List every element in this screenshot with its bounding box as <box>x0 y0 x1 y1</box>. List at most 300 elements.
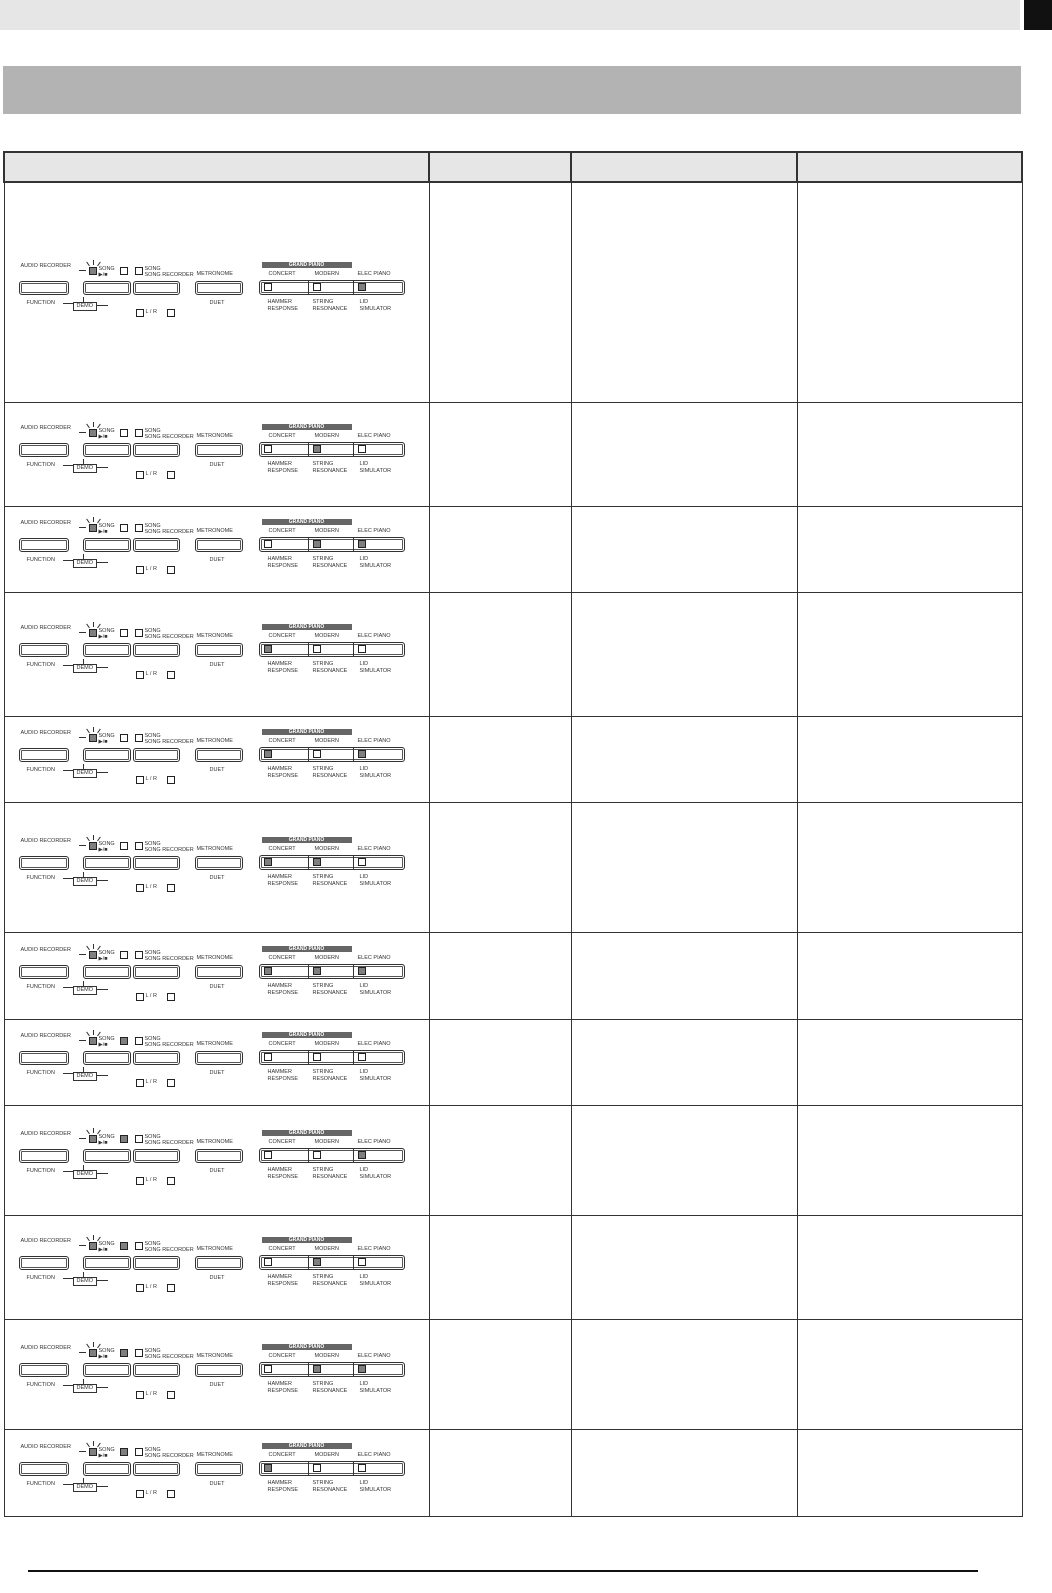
panel-cell <box>4 1105 429 1215</box>
control-panel-diagram <box>19 945 409 1007</box>
play-led <box>89 1349 97 1357</box>
concert-led[interactable] <box>264 1464 272 1472</box>
play-stop-button[interactable] <box>83 1363 131 1377</box>
table-cell-4 <box>797 1105 1022 1215</box>
left-led <box>136 1490 144 1498</box>
blink-ray-icon <box>93 727 94 732</box>
modern-label: MODERN <box>314 528 339 534</box>
l-r-label: L / R <box>145 992 157 999</box>
footer-rule <box>28 1570 978 1572</box>
metronome-button[interactable] <box>195 1149 243 1163</box>
concert-label: CONCERT <box>268 1139 296 1145</box>
lid-simulator-label: LID SIMULATOR <box>359 874 392 887</box>
hammer-response-label: HAMMER RESPONSE <box>267 1274 299 1287</box>
duet-label: DUET <box>209 662 225 668</box>
table-cell-4 <box>797 506 1022 592</box>
song-recorder-button[interactable] <box>133 748 180 762</box>
elec-piano-label: ELEC PIANO <box>357 1353 391 1359</box>
blink-ray-icon <box>86 624 90 629</box>
play-led <box>89 842 97 850</box>
audio-recorder-button[interactable] <box>19 856 69 870</box>
song-recorder-button[interactable] <box>133 281 180 295</box>
grand-piano-banner: GRAND PIANO <box>262 729 352 735</box>
grand-piano-banner: GRAND PIANO <box>262 946 352 952</box>
tone-button-frame <box>259 642 405 657</box>
function-label: FUNCTION <box>26 300 55 307</box>
l-r-label: L / R <box>145 1079 157 1085</box>
left-led <box>136 309 144 317</box>
play-stop-label: ▶/■ <box>98 1247 108 1253</box>
string-resonance-label: STRING RESONANCE <box>312 874 348 887</box>
tone-button-frame <box>259 442 405 457</box>
right-led <box>167 1177 175 1185</box>
table-cell-3 <box>571 1429 797 1516</box>
panel-cell <box>4 1215 429 1319</box>
play-stop-button[interactable] <box>83 643 131 657</box>
grand-piano-banner: GRAND PIANO <box>262 519 352 525</box>
audio-recorder-label: AUDIO RECORDER <box>20 520 71 526</box>
left-led <box>136 566 144 574</box>
table-cell-3 <box>571 592 797 716</box>
table-cell-2 <box>429 402 571 506</box>
table-cell-4 <box>797 592 1022 716</box>
modern-led[interactable] <box>313 645 321 653</box>
table-row <box>4 1105 1022 1215</box>
metronome-button[interactable] <box>195 965 243 979</box>
metronome-button[interactable] <box>195 643 243 657</box>
song-recorder-led <box>135 429 143 437</box>
concert-led[interactable] <box>264 1365 272 1373</box>
modern-led[interactable] <box>313 1053 321 1061</box>
tone-button-frame <box>259 1461 405 1476</box>
table-row <box>4 1429 1022 1516</box>
elec-piano-led[interactable] <box>358 750 366 758</box>
l-r-label: L / R <box>145 1177 157 1183</box>
modern-led[interactable] <box>313 540 321 548</box>
table-cell-2 <box>429 716 571 802</box>
right-led <box>167 1284 175 1292</box>
tone-button-frame <box>259 1050 405 1065</box>
table-cell-4 <box>797 1019 1022 1105</box>
modern-label: MODERN <box>314 738 339 744</box>
play-stop-button[interactable] <box>83 856 131 870</box>
blink-ray-icon <box>86 729 90 734</box>
table-row <box>4 716 1022 802</box>
modern-led[interactable] <box>313 283 321 291</box>
song-label: SONG <box>144 523 161 529</box>
grand-piano-banner: GRAND PIANO <box>262 1130 352 1136</box>
elec-piano-led[interactable] <box>358 1053 366 1061</box>
play-stop-label: ▶/■ <box>98 634 108 640</box>
right-led <box>167 1391 175 1399</box>
concert-label: CONCERT <box>268 954 296 961</box>
elec-piano-led[interactable] <box>358 1151 366 1159</box>
grand-piano-banner: GRAND PIANO <box>262 1443 352 1449</box>
metronome-label: METRONOME <box>196 846 233 852</box>
metronome-label: METRONOME <box>196 433 233 439</box>
tone-divider <box>308 1051 309 1064</box>
audio-recorder-button[interactable] <box>19 281 69 295</box>
duet-label: DUET <box>209 767 225 773</box>
song-led <box>120 1135 128 1143</box>
table-body <box>4 182 1022 1516</box>
song-play-label-top: SONG <box>98 841 115 847</box>
concert-label: CONCERT <box>268 528 296 534</box>
modern-led[interactable] <box>313 750 321 758</box>
song-play-label-top: SONG <box>98 628 115 634</box>
song-recorder-button[interactable] <box>133 538 180 552</box>
tone-button-frame <box>259 1255 405 1270</box>
elec-piano-label: ELEC PIANO <box>357 271 391 278</box>
modern-led[interactable] <box>313 1365 321 1373</box>
modern-label: MODERN <box>314 633 339 639</box>
audio-recorder-button[interactable] <box>19 1462 69 1476</box>
song-play-label-top: SONG <box>98 1241 115 1247</box>
elec-piano-led[interactable] <box>358 858 366 866</box>
song-recorder-button[interactable] <box>133 1149 180 1163</box>
song-recorder-button[interactable] <box>133 856 180 870</box>
concert-led[interactable] <box>264 445 272 453</box>
table-cell-2 <box>429 932 571 1019</box>
play-stop-button[interactable] <box>83 965 131 979</box>
elec-piano-led[interactable] <box>358 283 366 291</box>
tone-divider <box>308 965 309 978</box>
metronome-button[interactable] <box>195 538 243 552</box>
elec-piano-label: ELEC PIANO <box>357 528 391 534</box>
concert-led[interactable] <box>264 283 272 291</box>
blink-ray-icon <box>79 432 86 433</box>
right-led <box>167 671 175 679</box>
blink-ray-icon <box>93 944 94 949</box>
elec-piano-label: ELEC PIANO <box>357 1246 391 1252</box>
blink-ray-icon <box>79 845 86 846</box>
play-led <box>89 524 97 532</box>
string-resonance-label: STRING RESONANCE <box>312 766 348 779</box>
concert-label: CONCERT <box>268 633 296 639</box>
header-cell-2 <box>429 152 571 182</box>
tone-divider <box>308 1363 309 1376</box>
song-recorder-button[interactable] <box>133 965 180 979</box>
elec-piano-led[interactable] <box>358 967 366 975</box>
duet-label: DUET <box>209 1168 225 1174</box>
song-play-label-top: SONG <box>98 1134 115 1140</box>
elec-piano-label: ELEC PIANO <box>357 846 391 852</box>
audio-recorder-label: AUDIO RECORDER <box>20 625 71 631</box>
metronome-label: METRONOME <box>196 1246 233 1252</box>
metronome-label: METRONOME <box>196 1451 233 1458</box>
demo-label: DEMO <box>73 664 98 673</box>
play-stop-button[interactable] <box>83 1256 131 1270</box>
elec-piano-led[interactable] <box>358 1464 366 1472</box>
l-r-label: L / R <box>145 1489 157 1496</box>
song-label: SONG <box>144 1036 161 1042</box>
duet-label: DUET <box>209 1480 225 1487</box>
concert-label: CONCERT <box>268 1353 296 1359</box>
song-recorder-label: SONG RECORDER <box>144 1247 194 1253</box>
elec-piano-led[interactable] <box>358 445 366 453</box>
audio-recorder-label: AUDIO RECORDER <box>20 946 71 953</box>
table-cell-2 <box>429 802 571 932</box>
audio-recorder-button[interactable] <box>19 538 69 552</box>
blink-ray-icon <box>79 527 86 528</box>
modern-led[interactable] <box>313 445 321 453</box>
play-stop-button[interactable] <box>83 1051 131 1065</box>
modern-label: MODERN <box>314 271 339 278</box>
elec-piano-led[interactable] <box>358 1365 366 1373</box>
song-recorder-label: SONG RECORDER <box>144 634 194 640</box>
song-led <box>120 267 128 275</box>
function-label: FUNCTION <box>26 767 55 773</box>
play-stop-button[interactable] <box>83 748 131 762</box>
song-recorder-button[interactable] <box>133 643 180 657</box>
tone-divider <box>353 1462 354 1475</box>
song-play-label-top: SONG <box>98 428 115 434</box>
table-row <box>4 506 1022 592</box>
song-label: SONG <box>144 1446 161 1453</box>
song-recorder-button[interactable] <box>133 1051 180 1065</box>
string-resonance-label: STRING RESONANCE <box>312 982 348 996</box>
metronome-button[interactable] <box>195 856 243 870</box>
left-led <box>136 993 144 1001</box>
audio-recorder-label: AUDIO RECORDER <box>20 730 71 736</box>
song-recorder-led <box>135 267 143 275</box>
song-recorder-led <box>135 1135 143 1143</box>
string-resonance-label: STRING RESONANCE <box>312 299 348 313</box>
string-resonance-label: STRING RESONANCE <box>312 556 348 569</box>
button-led-table <box>3 151 1023 1517</box>
right-led <box>167 884 175 892</box>
lid-simulator-label: LID SIMULATOR <box>359 1381 392 1394</box>
table-cell-2 <box>429 1105 571 1215</box>
function-label: FUNCTION <box>26 1070 55 1076</box>
audio-recorder-button[interactable] <box>19 748 69 762</box>
table-cell-4 <box>797 1319 1022 1429</box>
audio-recorder-button[interactable] <box>19 643 69 657</box>
concert-led[interactable] <box>264 1053 272 1061</box>
table-cell-3 <box>571 506 797 592</box>
metronome-button[interactable] <box>195 1256 243 1270</box>
control-panel-diagram <box>19 1442 409 1504</box>
song-recorder-led <box>135 1349 143 1357</box>
duet-label: DUET <box>209 875 225 881</box>
metronome-button[interactable] <box>195 1363 243 1377</box>
concert-led[interactable] <box>264 750 272 758</box>
song-play-label-top: SONG <box>98 266 115 273</box>
concert-led[interactable] <box>264 1151 272 1159</box>
play-stop-button[interactable] <box>83 281 131 295</box>
play-stop-button[interactable] <box>83 1149 131 1163</box>
modern-label: MODERN <box>314 954 339 961</box>
song-label: SONG <box>144 266 161 273</box>
tone-divider <box>353 1149 354 1162</box>
song-label: SONG <box>144 1241 161 1247</box>
table-cell-4 <box>797 802 1022 932</box>
song-label: SONG <box>144 428 161 434</box>
hammer-response-label: HAMMER RESPONSE <box>267 874 299 887</box>
concert-led[interactable] <box>264 1258 272 1266</box>
blink-ray-icon <box>93 622 94 627</box>
table-cell-3 <box>571 402 797 506</box>
right-led <box>167 471 175 479</box>
hammer-response-label: HAMMER RESPONSE <box>267 982 299 996</box>
tone-divider <box>353 856 354 869</box>
song-recorder-label: SONG RECORDER <box>144 1140 194 1146</box>
song-recorder-led <box>135 734 143 742</box>
table-row <box>4 802 1022 932</box>
concert-label: CONCERT <box>268 1246 296 1252</box>
play-stop-label: ▶/■ <box>98 1042 108 1048</box>
control-panel-diagram <box>19 1236 409 1298</box>
concert-led[interactable] <box>264 645 272 653</box>
hammer-response-label: HAMMER RESPONSE <box>267 556 299 569</box>
blink-ray-icon <box>79 954 86 955</box>
blink-ray-icon <box>86 262 90 267</box>
audio-recorder-button[interactable] <box>19 443 69 457</box>
modern-label: MODERN <box>314 1139 339 1145</box>
modern-label: MODERN <box>314 1353 339 1359</box>
table-cell-3 <box>571 802 797 932</box>
elec-piano-led[interactable] <box>358 1258 366 1266</box>
concert-led[interactable] <box>264 967 272 975</box>
right-led <box>167 993 175 1001</box>
play-led <box>89 267 97 275</box>
function-label: FUNCTION <box>26 983 55 990</box>
metronome-button[interactable] <box>195 1051 243 1065</box>
duet-label: DUET <box>209 983 225 990</box>
audio-recorder-button[interactable] <box>19 1256 69 1270</box>
demo-label: DEMO <box>73 986 98 995</box>
play-stop-button[interactable] <box>83 538 131 552</box>
audio-recorder-label: AUDIO RECORDER <box>20 1443 71 1450</box>
control-panel-diagram <box>19 261 409 323</box>
play-stop-button[interactable] <box>83 1462 131 1476</box>
concert-label: CONCERT <box>268 433 296 439</box>
left-led <box>136 671 144 679</box>
panel-cell <box>4 1019 429 1105</box>
duet-label: DUET <box>209 1382 225 1388</box>
metronome-label: METRONOME <box>196 271 233 278</box>
audio-recorder-label: AUDIO RECORDER <box>20 1345 71 1351</box>
metronome-button[interactable] <box>195 281 243 295</box>
blink-ray-icon <box>93 1342 94 1347</box>
string-resonance-label: STRING RESONANCE <box>312 661 348 674</box>
metronome-button[interactable] <box>195 748 243 762</box>
table-cell-3 <box>571 716 797 802</box>
section-title-bar <box>3 66 1021 114</box>
modern-led[interactable] <box>313 1151 321 1159</box>
tone-divider <box>308 538 309 551</box>
song-recorder-led <box>135 842 143 850</box>
function-label: FUNCTION <box>26 557 55 563</box>
blink-ray-icon <box>86 945 90 950</box>
concert-label: CONCERT <box>268 1451 296 1458</box>
modern-led[interactable] <box>313 1258 321 1266</box>
play-stop-label: ▶/■ <box>98 529 108 535</box>
table-row <box>4 182 1022 402</box>
song-led <box>120 951 128 959</box>
concert-led[interactable] <box>264 540 272 548</box>
tone-button-frame <box>259 1148 405 1163</box>
song-recorder-led <box>135 1448 143 1456</box>
table-row <box>4 932 1022 1019</box>
song-play-label-top: SONG <box>98 1348 115 1354</box>
table-cell-2 <box>429 1429 571 1516</box>
elec-piano-led[interactable] <box>358 645 366 653</box>
audio-recorder-button[interactable] <box>19 1051 69 1065</box>
header-cell-4 <box>797 152 1022 182</box>
table-cell-2 <box>429 506 571 592</box>
table-cell-2 <box>429 1019 571 1105</box>
tone-divider <box>308 443 309 456</box>
tone-button-frame <box>259 280 405 295</box>
tone-divider <box>353 443 354 456</box>
tone-divider <box>353 1363 354 1376</box>
modern-led[interactable] <box>313 858 321 866</box>
grand-piano-banner: GRAND PIANO <box>262 624 352 630</box>
play-stop-label: ▶/■ <box>98 1354 108 1360</box>
tone-button-frame <box>259 964 405 979</box>
blink-ray-icon <box>93 422 94 427</box>
blink-ray-icon <box>93 835 94 840</box>
song-recorder-button[interactable] <box>133 1256 180 1270</box>
hammer-response-label: HAMMER RESPONSE <box>267 1479 299 1493</box>
metronome-label: METRONOME <box>196 954 233 961</box>
audio-recorder-button[interactable] <box>19 1149 69 1163</box>
play-stop-button[interactable] <box>83 443 131 457</box>
metronome-button[interactable] <box>195 1462 243 1476</box>
hammer-response-label: HAMMER RESPONSE <box>267 1167 299 1180</box>
song-recorder-button[interactable] <box>133 443 180 457</box>
table-cell-2 <box>429 182 571 402</box>
play-led <box>89 629 97 637</box>
song-recorder-label: SONG RECORDER <box>144 1452 194 1459</box>
modern-led[interactable] <box>313 967 321 975</box>
control-panel-diagram <box>19 1031 409 1093</box>
metronome-button[interactable] <box>195 443 243 457</box>
left-led <box>136 1177 144 1185</box>
table-cell-2 <box>429 592 571 716</box>
metronome-label: METRONOME <box>196 1041 233 1047</box>
play-stop-label: ▶/■ <box>98 272 108 279</box>
audio-recorder-button[interactable] <box>19 1363 69 1377</box>
panel-cell <box>4 1429 429 1516</box>
song-recorder-button[interactable] <box>133 1462 180 1476</box>
demo-label: DEMO <box>73 1483 98 1492</box>
blink-ray-icon <box>79 632 86 633</box>
play-stop-label: ▶/■ <box>98 847 108 853</box>
tone-divider <box>308 748 309 761</box>
concert-led[interactable] <box>264 858 272 866</box>
song-recorder-button[interactable] <box>133 1363 180 1377</box>
concert-label: CONCERT <box>268 738 296 744</box>
play-led <box>89 1037 97 1045</box>
function-label: FUNCTION <box>26 875 55 881</box>
audio-recorder-button[interactable] <box>19 965 69 979</box>
right-led <box>167 309 175 317</box>
song-recorder-led <box>135 1037 143 1045</box>
song-recorder-label: SONG RECORDER <box>144 955 194 962</box>
l-r-label: L / R <box>145 566 157 572</box>
tone-button-frame <box>259 537 405 552</box>
song-label: SONG <box>144 1348 161 1354</box>
demo-label: DEMO <box>73 1277 98 1286</box>
audio-recorder-label: AUDIO RECORDER <box>20 838 71 844</box>
left-led <box>136 884 144 892</box>
grand-piano-banner: GRAND PIANO <box>262 1344 352 1350</box>
function-label: FUNCTION <box>26 462 55 468</box>
modern-led[interactable] <box>313 1464 321 1472</box>
elec-piano-led[interactable] <box>358 540 366 548</box>
